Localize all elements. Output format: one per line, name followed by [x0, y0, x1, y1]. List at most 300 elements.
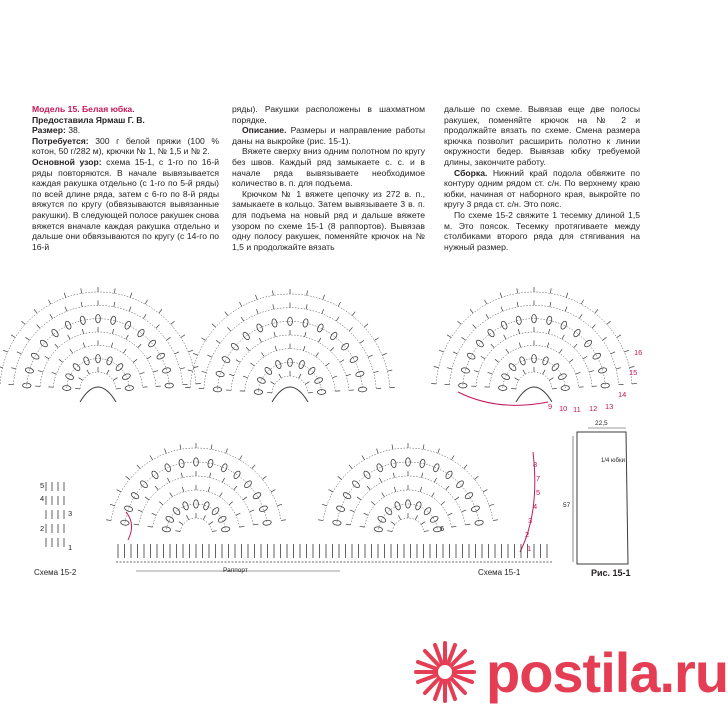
petal-symbol	[217, 515, 227, 523]
stitch-symbol	[447, 335, 451, 338]
stitch-symbol	[148, 526, 153, 527]
s1-row-label: 5	[536, 488, 541, 497]
stitch-symbol	[117, 490, 121, 492]
stitch-symbol	[305, 332, 306, 337]
stitch-symbol	[484, 300, 486, 304]
chain-arc	[272, 376, 308, 393]
stitch-symbol	[589, 371, 594, 373]
figure-15-1-label: Рис. 15-1	[591, 568, 631, 578]
stitch-symbol	[201, 338, 205, 341]
size-line	[32, 125, 219, 136]
petal-symbol	[242, 331, 251, 341]
stitch-symbol	[592, 325, 595, 329]
stitch-symbol	[398, 515, 400, 519]
s1-row-label: 4	[533, 502, 538, 511]
chain-arc	[180, 518, 212, 531]
stitch-symbol	[506, 349, 509, 353]
s1-row-label: 14	[618, 390, 627, 399]
crochet-chart-svg	[28, 262, 646, 588]
stitch-symbol	[421, 522, 425, 525]
stitch-symbol	[322, 504, 327, 506]
stitch-symbol	[318, 520, 323, 521]
stitch-symbol	[234, 486, 237, 490]
stitch-symbol	[453, 352, 458, 354]
rapport-label: Раппорт	[223, 567, 248, 574]
stitch-symbol	[349, 327, 352, 331]
stitch-symbol	[193, 353, 198, 355]
stitch-symbol	[50, 314, 53, 318]
stitch-symbol	[243, 376, 248, 378]
petal-symbol	[516, 316, 522, 325]
stitch-symbol	[371, 502, 375, 505]
stitch-symbol	[52, 372, 57, 374]
petal-symbol	[342, 491, 352, 500]
stitch-symbol	[147, 356, 151, 359]
petal-symbol	[259, 505, 269, 512]
stitch-symbol	[330, 347, 333, 351]
chain-arc	[40, 332, 156, 386]
stitch-symbol	[415, 515, 417, 519]
stitch-symbol	[188, 350, 193, 352]
stitch-symbol	[549, 378, 553, 381]
watermark-text: postila.ru	[486, 640, 728, 704]
stitch-symbol	[547, 343, 548, 348]
stitch-symbol	[17, 352, 22, 354]
petal-symbol	[220, 463, 228, 473]
stitch-symbol	[447, 368, 452, 369]
stitch-symbol	[299, 374, 301, 378]
model-title: Модель 15. Белая юбка.	[32, 104, 135, 114]
stitch-symbol	[483, 490, 487, 492]
petal-symbol	[130, 491, 140, 500]
stitch-symbol	[107, 370, 109, 374]
s2-row-label: 4	[40, 494, 45, 503]
petal-symbol	[475, 520, 484, 526]
petal-symbol	[542, 356, 550, 366]
stitch-symbol	[307, 290, 308, 295]
stitch-symbol	[11, 368, 16, 369]
stitch-symbol	[253, 524, 258, 525]
petal-symbol	[415, 501, 422, 511]
stitch-symbol	[212, 531, 217, 532]
stitch-symbol	[518, 329, 519, 334]
stitch-symbol	[488, 372, 493, 374]
stitch-symbol	[262, 476, 266, 479]
description-continuation: дальше по схеме. Вывязав еще две полосы ракушек, поменяйте крючок на № 2 и продолжайте вязать по схеме. Смена размера крючка позволит расширить полотно к линии окружности бедер. Вывязав юбку требуемой длины, закончите работу.	[444, 104, 640, 167]
stitch-symbol	[114, 288, 115, 293]
stitch-symbol	[83, 343, 84, 348]
petal-symbol	[106, 356, 114, 366]
petal-symbol	[275, 360, 283, 370]
stitch-symbol	[229, 502, 233, 505]
stitch-symbol	[464, 465, 467, 469]
stitch-symbol	[349, 465, 352, 469]
materials-line	[32, 136, 219, 157]
stitch-symbol	[65, 307, 67, 312]
stitch-symbol	[462, 510, 467, 512]
s1-row-label: 12	[589, 404, 598, 413]
stitch-symbol	[212, 324, 216, 327]
stitch-symbol	[616, 368, 621, 369]
stitch-symbol	[362, 455, 365, 459]
petal-symbol	[500, 320, 508, 330]
stitch-symbol	[465, 524, 470, 525]
stitch-symbol	[155, 486, 158, 490]
stitch-symbol	[559, 349, 562, 353]
stitch-symbol	[209, 522, 213, 525]
description-label: Описание.	[242, 125, 287, 136]
text-column-3	[444, 104, 640, 252]
materials-label: Потребуется:	[32, 135, 89, 146]
stitch-symbol	[346, 374, 351, 376]
stitch-symbol	[387, 370, 392, 371]
stitch-symbol	[392, 444, 393, 449]
stitch-symbol	[550, 302, 551, 307]
petal-symbol	[471, 505, 481, 512]
stitch-symbol	[364, 513, 369, 515]
stitch-symbol	[382, 353, 387, 355]
stitch-symbol	[434, 366, 439, 367]
scheme-15-1-label: Схема 15-1	[478, 568, 521, 577]
petal-symbol	[601, 383, 610, 388]
stitch-symbol	[114, 302, 115, 307]
stitch-symbol	[111, 343, 112, 348]
s1-row-label: 10	[559, 404, 568, 413]
row-direction-path	[458, 392, 548, 405]
stitch-symbol	[391, 522, 395, 525]
petal-symbol	[203, 501, 210, 511]
stitch-symbol	[133, 359, 137, 362]
stitch-symbol	[303, 346, 304, 351]
stitch-symbol	[519, 343, 520, 348]
provided-by: Предоставила Ярмаш Г. В.	[32, 114, 145, 125]
stitch-symbol	[364, 324, 368, 327]
stitch-symbol	[360, 340, 364, 343]
petal-symbol	[207, 459, 213, 468]
petal-symbol	[80, 316, 86, 325]
stitch-symbol	[387, 531, 392, 532]
stitch-symbol	[576, 372, 581, 374]
stitch-symbol	[81, 288, 82, 293]
stitch-symbol	[134, 524, 139, 525]
stitch-symbol	[624, 350, 629, 352]
stitch-symbol	[523, 370, 525, 374]
row-direction-path	[126, 512, 132, 540]
petal-symbol	[110, 316, 116, 325]
stitch-symbol	[473, 325, 476, 329]
stitch-symbol	[504, 335, 506, 339]
chain-arc	[476, 332, 592, 386]
stitch-symbol	[143, 314, 146, 318]
stitch-symbol	[323, 295, 325, 300]
stitch-symbol	[617, 335, 621, 338]
stitch-symbol	[595, 309, 598, 313]
stitch-symbol	[11, 335, 15, 338]
s1-row-label: 15	[629, 368, 638, 377]
petal-symbol	[336, 505, 346, 512]
stitch-symbol	[271, 490, 275, 492]
stitch-symbol	[517, 288, 518, 293]
stitch-symbol	[569, 359, 573, 362]
stitch-symbol	[493, 520, 498, 521]
scheme-15-2-label: Схема 15-2	[34, 568, 77, 577]
stitch-symbol	[182, 487, 183, 492]
stitch-symbol	[360, 526, 365, 527]
stitch-symbol	[346, 524, 351, 525]
stitch-symbol	[394, 487, 395, 492]
assembly-value: Нижний край подола обвяжите по контуру одним рядом ст. с/н. По верхнему краю юбки, начиная от наборного края, выкройте по кругу 3 ряда ст. с/н. Это пояс.	[444, 167, 640, 210]
stitch-symbol	[236, 513, 241, 515]
chain-arc	[392, 518, 424, 531]
stitch-symbol	[226, 449, 228, 454]
stitch-symbol	[474, 476, 478, 479]
stitch-symbol	[250, 363, 254, 366]
stitch-symbol	[565, 307, 567, 312]
stitch-symbol	[239, 455, 242, 459]
stitch-symbol	[423, 444, 424, 449]
stitch-symbol	[113, 378, 117, 381]
stitch-symbol	[216, 340, 220, 343]
stitch-symbol	[110, 504, 115, 506]
stitch-symbol	[491, 344, 494, 348]
stitch-symbol	[579, 314, 582, 318]
stitch-symbol	[562, 335, 564, 339]
stitch-symbol	[167, 478, 169, 482]
size-label: Размер:	[32, 125, 66, 136]
stitch-symbol	[374, 371, 379, 372]
stitch-symbol	[186, 515, 188, 519]
stitch-symbol	[501, 307, 503, 312]
stitch-symbol	[236, 360, 240, 363]
text-column-1	[32, 104, 219, 252]
stitch-symbol	[446, 486, 449, 490]
stitch-symbol	[574, 344, 577, 348]
stitch-symbol	[59, 359, 63, 362]
petal-symbol	[182, 501, 189, 511]
petal-symbol	[377, 515, 387, 523]
stitch-symbol	[68, 335, 70, 339]
stitch-symbol	[581, 300, 583, 304]
stitch-symbol	[227, 327, 230, 331]
stitch-symbol	[481, 356, 485, 359]
stitch-symbol	[271, 382, 275, 385]
stitch-symbol	[451, 526, 456, 527]
stitch-symbol	[272, 290, 273, 295]
s2-row-label: 3	[68, 509, 73, 518]
stitch-symbol	[241, 317, 244, 321]
stitch-symbol	[239, 526, 244, 527]
stitch-symbol	[150, 455, 153, 459]
size-value: 38.	[65, 125, 81, 136]
stitch-symbol	[281, 520, 286, 521]
stitch-symbol	[82, 329, 83, 334]
chain-arc	[231, 335, 349, 390]
stitch-symbol	[274, 332, 275, 337]
petal-symbol	[432, 463, 440, 473]
stitch-symbol	[432, 493, 435, 497]
stitch-symbol	[517, 302, 518, 307]
shell-arch	[516, 387, 552, 402]
skirt-pattern-outline	[577, 432, 628, 564]
description-paragraph-2: Вяжете сверху вниз одним полотном по кругу без швов. Каждый ряд замыкаете с. с. и в начале ряда вывязываете необходимое количество в. п. для подъема.	[232, 146, 425, 189]
stitch-symbol	[434, 478, 436, 482]
stitch-symbol	[70, 349, 73, 353]
stitch-symbol	[250, 510, 255, 512]
stitch-symbol	[374, 338, 378, 341]
stitch-symbol	[316, 353, 319, 357]
stitch-symbol	[175, 531, 180, 532]
stitch-symbol	[329, 490, 333, 492]
stitch-symbol	[48, 300, 50, 304]
stitch-symbol	[140, 372, 145, 374]
stitch-symbol	[181, 335, 185, 338]
stitch-symbol	[34, 309, 37, 313]
petal-symbol	[257, 377, 267, 385]
stitch-symbol	[175, 352, 180, 354]
stitch-symbol	[130, 293, 132, 298]
petal-symbol	[429, 515, 439, 523]
stitch-symbol	[424, 531, 429, 532]
petal-symbol	[124, 505, 134, 512]
stitch-symbol	[38, 371, 43, 373]
stitch-symbol	[352, 312, 355, 316]
stitch-symbol	[548, 329, 549, 334]
s2-row-label: 1	[68, 543, 73, 552]
stitch-symbol	[305, 382, 309, 385]
stitch-symbol	[202, 371, 207, 372]
stitch-symbol	[259, 338, 261, 342]
s1-row-label: 6	[440, 524, 445, 533]
stitch-symbol	[377, 449, 379, 454]
stitch-symbol	[145, 497, 149, 500]
stitch-symbol	[261, 353, 264, 357]
stitch-symbol	[273, 304, 274, 309]
stitch-symbol	[279, 374, 281, 378]
s1-row-label: 1	[527, 544, 532, 553]
stitch-symbol	[451, 455, 454, 459]
stitch-symbol	[87, 370, 89, 374]
stitch-symbol	[457, 321, 461, 324]
materials-value: 300 г белой пряжи (100 % котон, 50 г/282 м), крючки № 1, № 1,5 и № 2.	[32, 135, 219, 157]
petal-symbol	[230, 342, 240, 351]
stitch-symbol	[0, 366, 3, 367]
petal-symbol	[302, 318, 308, 327]
stitch-symbol	[171, 321, 175, 324]
stitch-symbol	[470, 309, 473, 313]
s1-row-label: 2	[525, 530, 530, 539]
stitch-symbol	[220, 493, 223, 497]
stitch-symbol	[138, 344, 141, 348]
petal-symbol	[394, 501, 401, 511]
stitch-symbol	[367, 486, 370, 490]
pattern-height-label: 57	[563, 502, 571, 509]
assembly-label: Сборка.	[454, 167, 488, 178]
stitch-symbol	[112, 329, 113, 334]
stitch-symbol	[222, 478, 224, 482]
stitch-symbol	[225, 312, 228, 316]
stitch-symbol	[37, 325, 40, 329]
stitch-symbol	[203, 515, 205, 519]
stitch-symbol	[239, 302, 241, 306]
s1-row-label: 16	[634, 348, 643, 357]
stitch-symbol	[602, 337, 606, 340]
stitch-symbol	[166, 337, 170, 340]
petal-symbol	[83, 356, 91, 366]
stitch-symbol	[441, 502, 445, 505]
petal-symbol	[165, 515, 175, 523]
stitch-symbol	[500, 293, 502, 298]
s1-row-label: 3	[528, 516, 533, 525]
stitch-symbol	[566, 293, 568, 298]
stitch-symbol	[123, 349, 126, 353]
stitch-symbol	[181, 473, 182, 478]
stitch-symbol	[129, 307, 131, 312]
stitch-symbol	[188, 370, 193, 371]
stitch-symbol	[474, 371, 479, 373]
stitch-symbol	[357, 497, 361, 500]
stitch-symbol	[461, 337, 465, 340]
stitch-symbol	[79, 378, 83, 381]
stitch-symbol	[550, 288, 551, 293]
petal-symbol	[501, 373, 511, 381]
stitch-symbol	[180, 368, 185, 369]
stitch-symbol	[207, 355, 212, 357]
description-paragraph-3: Крючком № 1 вяжете цепочку из 272 в. п., замыкаете в кольцо. Затем вывязываете 3 в. п. для подъема на новый ряд и дальше вяжете узором по схеме 15-1 (8 раппортов). Вывязав одну полосу ракушек, поменяйте крючок на № 1,5 и продолжайте вязать	[232, 188, 425, 252]
stitch-symbol	[126, 476, 130, 479]
stitch-symbol	[193, 366, 198, 367]
stitch-symbol	[210, 473, 211, 478]
pattern-value: схема 15-1, с 1-го по 16-й ряды повторяются. В начале вывязывается каждая ракушка отдельно (с 1-го по 5-й ряды) по всей длине ряда, затем с 6-го по 8-й ряды вяжутся по кругу (обвязываются вывязанные ракушки). В следующей полосе ракушек снова вяжется вначале каждая ракушка отдельно и дальше они обвязываются по кругу (с 14-го по 16-й	[32, 156, 219, 252]
pattern-continuation: ряды). Ракушки расположены в шахматном порядке.	[232, 104, 425, 125]
pattern-width-label: 22,5	[595, 420, 608, 427]
chain-arc	[516, 372, 552, 389]
pattern-line	[32, 157, 219, 252]
pattern-label: Основной узор:	[32, 156, 102, 167]
chain-arc	[53, 345, 142, 387]
petal-symbol	[314, 377, 324, 385]
stitch-symbol	[165, 449, 167, 454]
stitch-symbol	[25, 337, 29, 340]
stitch-symbol	[208, 487, 209, 492]
chain-arc	[489, 345, 578, 387]
stitch-symbol	[81, 302, 82, 307]
petal-symbol	[374, 526, 383, 532]
stitch-symbol	[318, 338, 320, 342]
petal-symbol	[162, 526, 171, 532]
stitch-symbol	[438, 449, 440, 454]
stitch-symbol	[515, 378, 519, 381]
stitch-symbol	[336, 317, 339, 321]
stitch-symbol	[153, 371, 158, 373]
stitch-symbol	[179, 522, 183, 525]
petal-symbol	[122, 373, 132, 381]
petal-symbol	[263, 520, 272, 526]
s1-row-label: 9	[548, 402, 553, 411]
s2-row-label: 5	[40, 481, 45, 490]
stitch-symbol	[138, 510, 143, 512]
stitch-symbol	[256, 309, 258, 314]
stitch-symbol	[583, 356, 587, 359]
chain-arc	[80, 372, 116, 389]
stitch-symbol	[246, 347, 249, 351]
petal-symbol	[316, 323, 324, 333]
stitch-symbol	[180, 444, 181, 449]
petal-symbol	[519, 356, 527, 366]
stitch-symbol	[611, 352, 616, 354]
stitch-symbol	[332, 376, 337, 378]
stitch-symbol	[420, 487, 421, 492]
s2-row-label: 2	[40, 524, 45, 533]
